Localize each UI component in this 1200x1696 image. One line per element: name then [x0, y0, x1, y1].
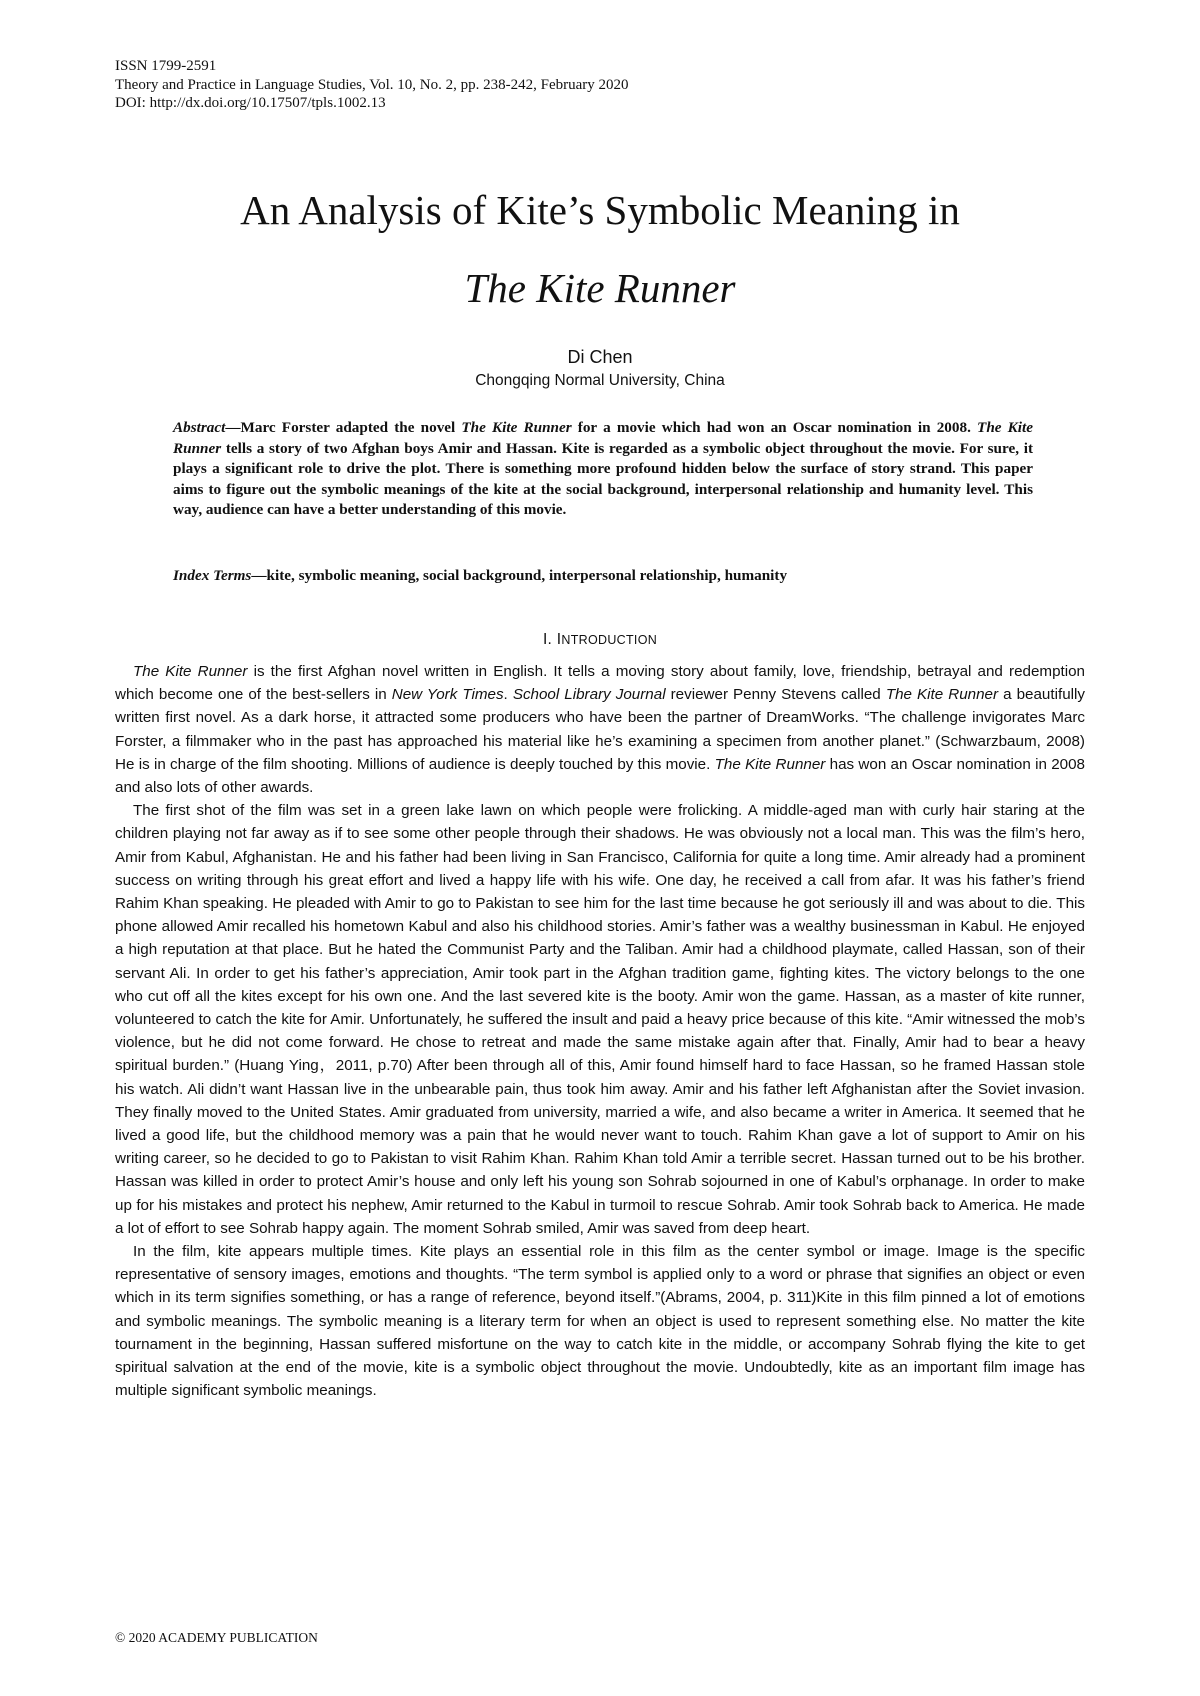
- abstract-text-2: for a movie which had won an Oscar nomination in 2008.: [571, 419, 978, 436]
- italic-title: School Library Journal: [512, 686, 666, 704]
- paragraph-3: In the film, kite appears multiple times. Kite plays an essential role in this film as the center symbol or image. Image is the specific representative of sensory images, emotions and thoughts. “The term symbol is applied only to a word or phrase that signifies an object or even which in its term signifies something, or has a range of reference, beyond itself.”(Abrams, 2004, p. 311)Kite in this film pinned a lot of emotions and symbolic meanings. The symbolic meaning is a literary term for when an object is used to represent something else. No matter the kite tournament in the beginning, Hassan suffered misfortune on the way to catch kite in the middle, or accompany Sohrab flying the kite to get spiritual salvation at the end of the movie, kite is a symbolic object throughout the movie. Undoubtedly, kite as an important film image has multiple significant symbolic meanings.: [115, 1243, 1085, 1400]
- index-terms-label: Index Terms: [173, 567, 252, 584]
- author-name: Di Chen: [567, 347, 633, 367]
- section-number: I.: [542, 631, 557, 648]
- italic-title: The Kite Runner: [885, 686, 999, 704]
- index-terms: [173, 566, 1033, 587]
- abstract-text-1: Marc Forster adapted the novel: [240, 419, 462, 436]
- abstract-italic-2: The Kite Runner: [173, 419, 1033, 457]
- paragraph-text: a beautifully written first novel. As a dark horse, it attracted some producers who have been the partner of DreamWorks. “The challenge invigorates Marc Forster, a filmmaker who in the past has approached his material like he’s examining a specimen from another planet.” (Schwarzbaum, 2008) He is in charge of the film shooting. Millions of audience is deeply touched by this movie.: [115, 686, 1085, 773]
- section-title-rest: NTRODUCTION: [561, 633, 658, 647]
- paragraph-text: reviewer Penny Stevens called: [665, 686, 886, 704]
- paragraph-text: .: [503, 686, 513, 704]
- section-heading-introduction: [115, 631, 1085, 649]
- abstract: [173, 418, 1033, 521]
- paper-title: [115, 186, 1085, 312]
- paragraph-text: is the first Afghan novel written in English. It tells a moving story about family, love, friendship, betrayal and redemption which become one of the best-sellers in: [115, 663, 1085, 704]
- italic-title: The Kite Runner: [714, 755, 826, 773]
- paragraph-text: has won an Oscar nomination in 2008 and also lots of other awards.: [115, 755, 1085, 797]
- copyright-footer: © 2020 ACADEMY PUBLICATION: [115, 1630, 318, 1645]
- title-line-1: An Analysis of Kite’s Symbolic Meaning in: [240, 187, 960, 233]
- author-affiliation: Chongqing Normal University, China: [475, 372, 725, 389]
- author-block: [115, 346, 1085, 391]
- abstract-label: Abstract: [173, 419, 226, 436]
- paragraph-2: The first shot of the film was set in a green lake lawn on which people were frolicking. A middle-aged man with curly hair staring at the children playing not far away as if to see some other people through their shadows. He was obviously not a local man. This was the film’s hero, Amir from Kabul, Afghanistan. He and his father had been living in San Francisco, California for quite a long time. Amir already had a prominent success on writing through his great effort and lived a happy life with his wife. One day, he received a call from afar. It was his father’s friend Rahim Khan speaking. He pleaded with Amir to go to Pakistan to see him for the last time because he got seriously ill and was about to die. This phone allowed Amir recalled his hometown Kabul and also his childhood stories. Amir’s father was a wealthy businessman in Kabul. He enjoyed a high reputation at that place. But he hated the Communist Party and the Taliban. Amir had a childhood playmate, called Hassan, son of their servant Ali. In order to get his father’s appreciation, Amir took part in the Afghan tradition game, fighting kites. The victory belongs to the one who cut off all the kites except for his own one. And the last severed kite is the booty. Amir won the game. Hassan, as a master of kite runner, volunteered to catch the kite for Amir. Unfortunately, he suffered the insult and paid a heavy price because of this kite. “Amir witnessed the mob’s violence, but he did not come forward. He chose to retreat and made the same mistake again after that. Finally, Amir had to bear a heavy spiritual burden.” (Huang Ying，2011, p.70) After been through all of this, Amir found himself hard to face Hassan, so he framed Hassan stole his watch. Ali didn’t want Hassan live in the unbearable pain, thus took him away. Amir and his father left Afghanistan after the Soviet invasion. They finally moved to the United States. Amir graduated from university, married a wife, and also became a writer in America. It seemed that he lived a good life, but the childhood memory was a pain that he would never want to touch. Rahim Khan gave a lot of support to Amir on his writing career, so he decided to go to Pakistan to visit Rahim Khan. Rahim Khan told Amir a terrible secret. Hassan turned out to be his brother. Hassan was killed in order to protect Amir’s house and only left his young son Sohrab sojourned in one of Kabul’s orphanage. In order to make up for his mistakes and protect his nephew, Amir returned to the Kabul in turmoil to rescue Sohrab. Amir took Sohrab back to America. He made a lot of effort to see Sohrab happy again. The moment Sohrab smiled, Amir was saved from deep heart.: [115, 802, 1085, 1237]
- section-initial: I: [556, 631, 562, 648]
- index-terms-dash: —: [251, 567, 267, 584]
- title-line-2: The Kite Runner: [464, 265, 736, 311]
- issn-line: ISSN 1799-2591: [115, 58, 217, 74]
- journal-header: [115, 57, 1015, 113]
- journal-citation-line: Theory and Practice in Language Studies, Vol. 10, No. 2, pp. 238-242, February 2020: [115, 76, 629, 93]
- abstract-text-3: tells a story of two Afghan boys Amir and Hassan. Kite is regarded as a symbolic object throughout the movie. For sure, it plays a significant role to drive the plot. There is something more profound hidden below the surface of story strand. This paper aims to figure out the symbolic meanings of the kite at the social background, interpersonal relationship and humanity level. This way, audience can have a better understanding of this movie.: [173, 439, 1033, 518]
- body-text: [115, 660, 1085, 1403]
- paragraph-1: [115, 660, 1085, 799]
- abstract-italic-1: The Kite Runner: [461, 419, 572, 436]
- abstract-dash: —: [225, 419, 241, 436]
- italic-title: New York Times: [391, 686, 504, 704]
- index-terms-text: kite, symbolic meaning, social background, interpersonal relationship, humanity: [266, 567, 788, 584]
- italic-title: The Kite Runner: [133, 663, 248, 680]
- doi-line[interactable]: DOI: http://dx.doi.org/10.17507/tpls.1002.13: [115, 95, 386, 111]
